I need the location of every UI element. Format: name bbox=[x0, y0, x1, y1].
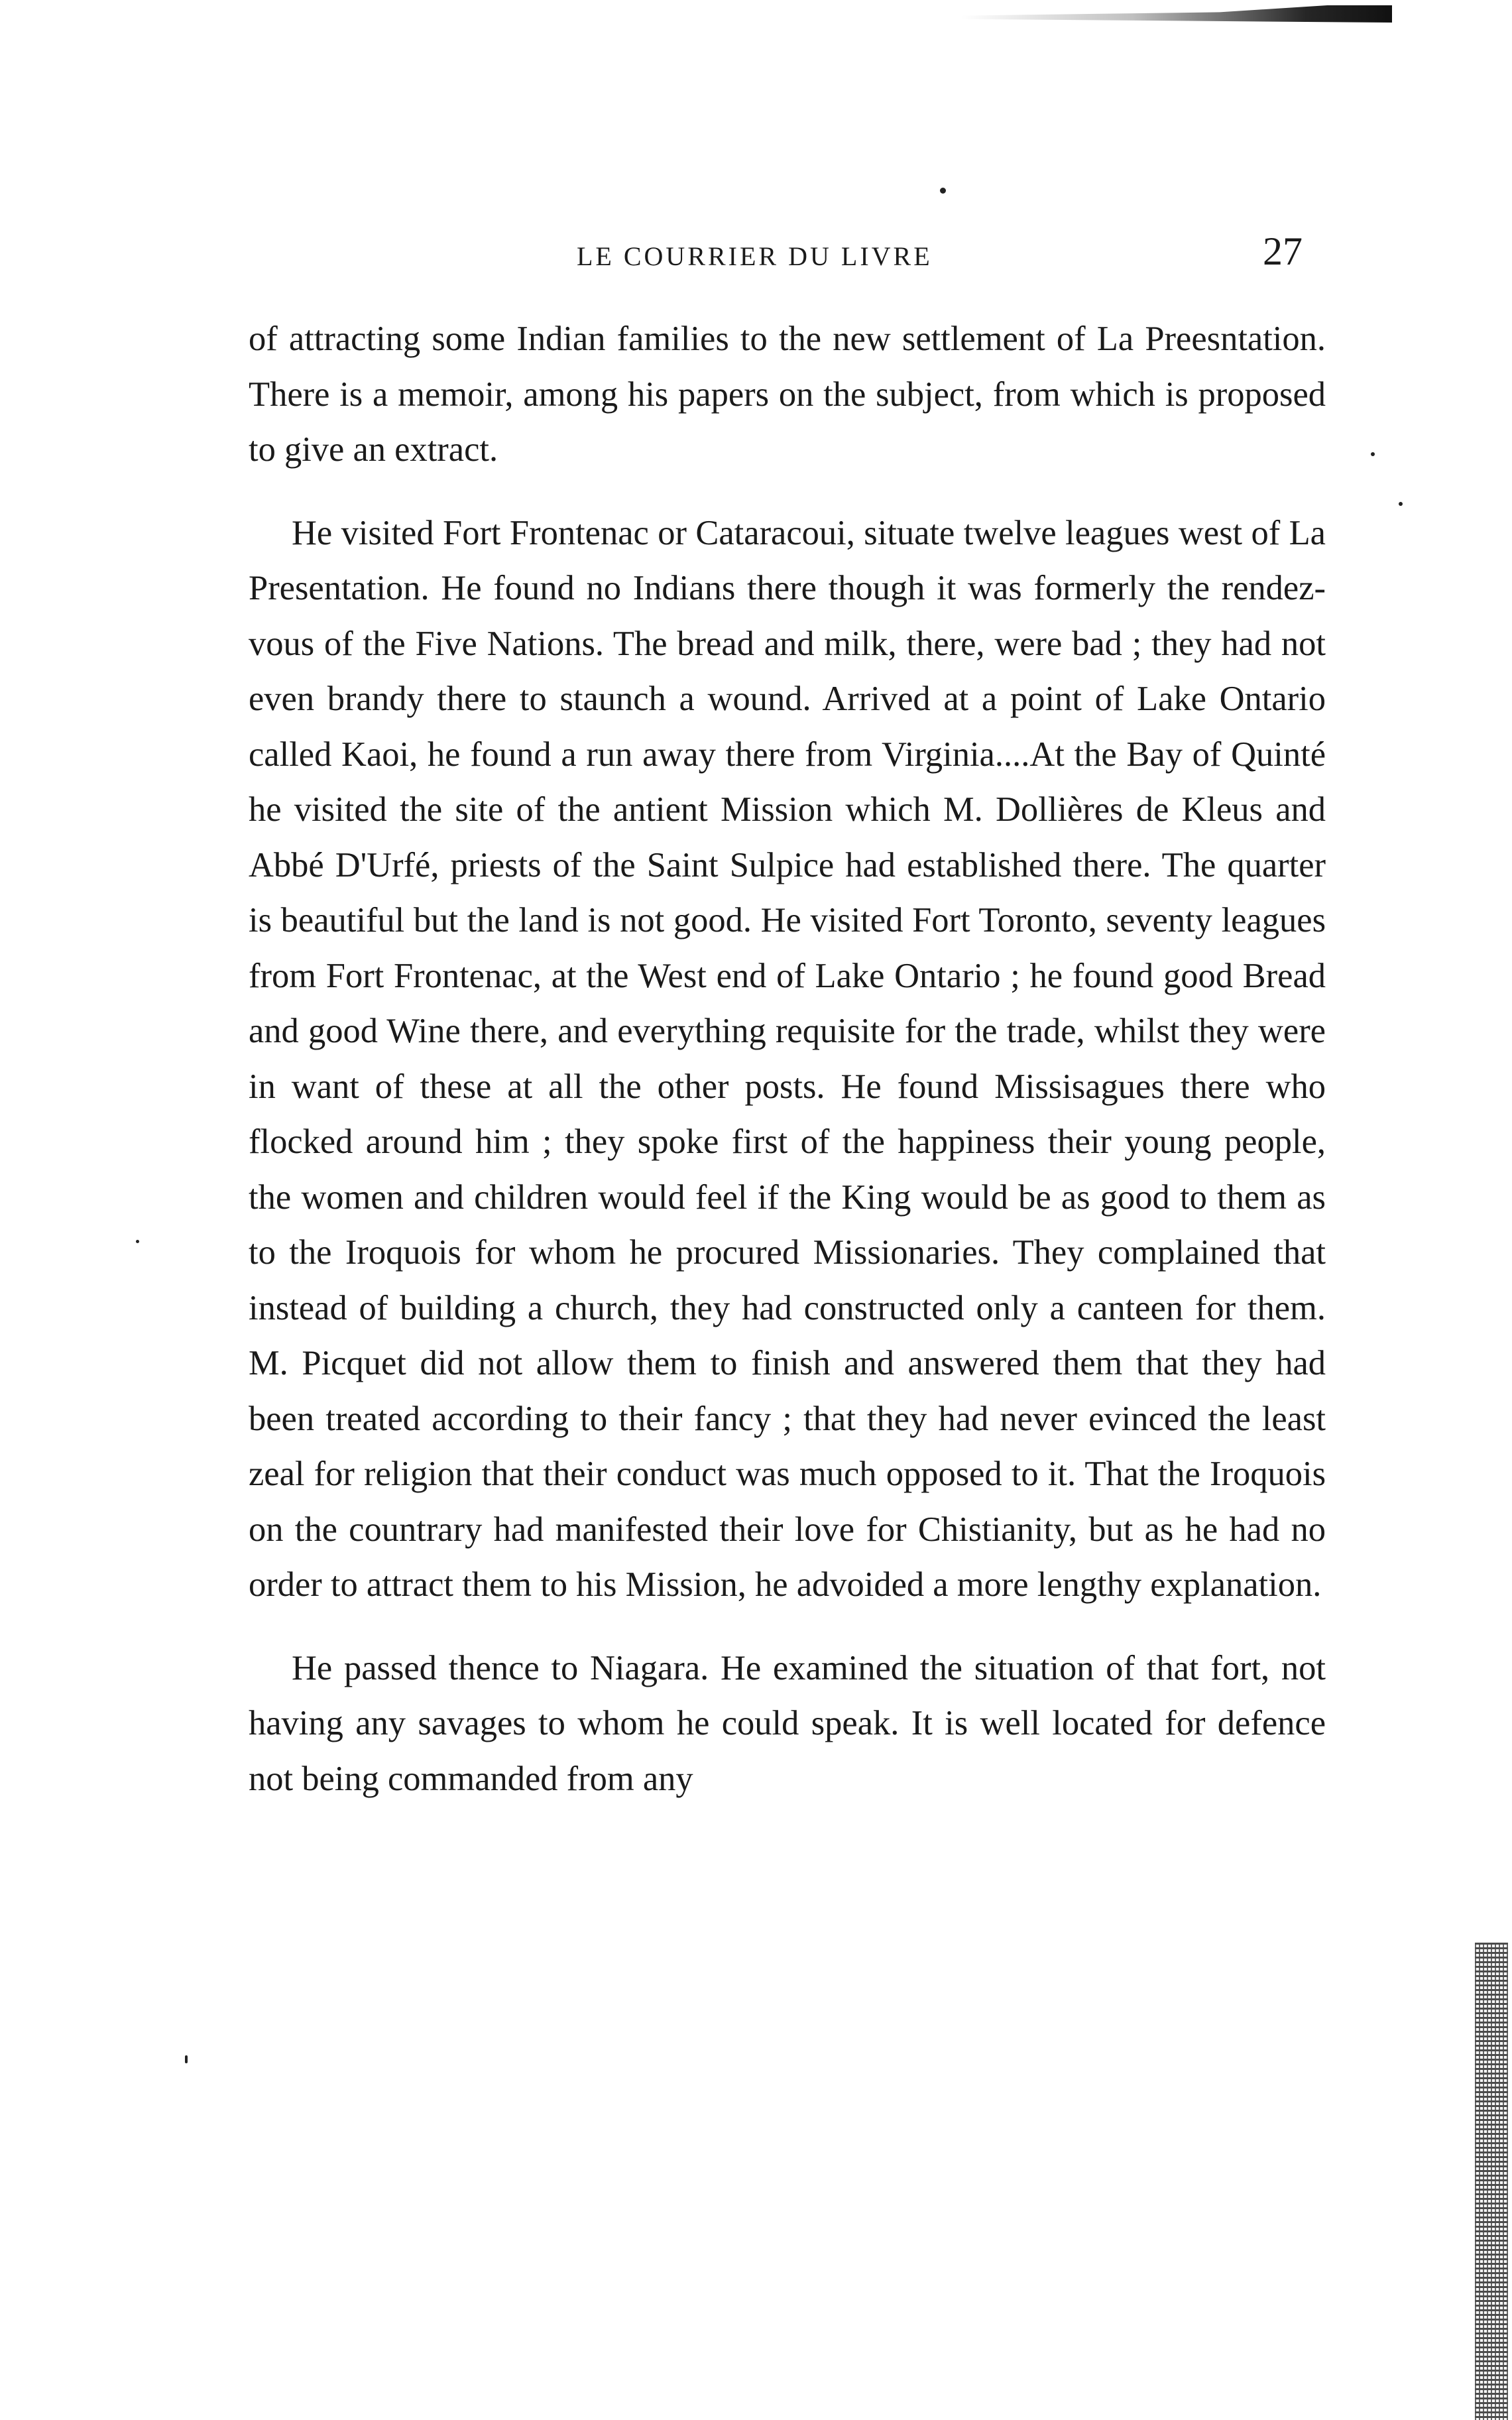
paragraph: He passed thence to Niagara. He examined the situation of that fort, not having any savages to whom he could speak. It is well located for defence not being commanded from any bbox=[249, 1648, 1326, 1798]
paragraph: He visited Fort Frontenac or Cataracoui, situate twelve leagues west of La Presentation. He found no Indians there though it was formerly the rendez-vous of the Five Nations. The bread and milk, there, were bad ; they had not even brandy there to staunch a wound. Arrived at a point of Lake Ontario called Kaoi, he found a run away there from Virginia....At the Bay of Quinté he visited the site of the antient Mission which M. Dollières de Kleus and Abbé D'Urfé, priests of the Saint Sulpice had established there. The quarter is beautiful but the land is not good. He visited Fort Toronto, seventy leagues from Fort Frontenac, at the West end of Lake Ontario ; he found good Bread and good Wine there, and everything requisite for the trade, whilst they were in want of these at all the other posts. He found Missisagues there who flocked around him ; they spoke first of the happiness their young people, the women and children would feel if the King would be as good to them as to the Iroquois for whom he procured Missionaries. They complained that instead of building a church, they had constructed only a canteen for them. M. Picquet did not allow them to finish and answered them that they had been treated according to their fancy ; that they had never evinced the least zeal for religion that their conduct was much opposed to it. That the Iroquois on the countrary had manifested their love for Chistianity, but as he had no order to attract them to his Mission, he advoided a more lengthy explanation. bbox=[249, 513, 1326, 1604]
speck bbox=[1399, 502, 1403, 506]
speck bbox=[1371, 452, 1375, 456]
running-title: LE COURRIER DU LIVRE bbox=[577, 241, 933, 271]
scan-artifact-top bbox=[961, 5, 1392, 23]
speck bbox=[136, 1240, 139, 1243]
page-number: 27 bbox=[1263, 229, 1303, 273]
paragraph: of attracting some Indian families to the new settlement of La Preesntation. There is a memoir, among his papers on the subject, from which is proposed to give an extract. bbox=[249, 320, 1326, 469]
body-text bbox=[249, 312, 1326, 1807]
page-header bbox=[0, 229, 1512, 282]
speck bbox=[185, 2055, 188, 2063]
speck bbox=[940, 188, 946, 194]
scan-artifact-right bbox=[1475, 1943, 1508, 2420]
